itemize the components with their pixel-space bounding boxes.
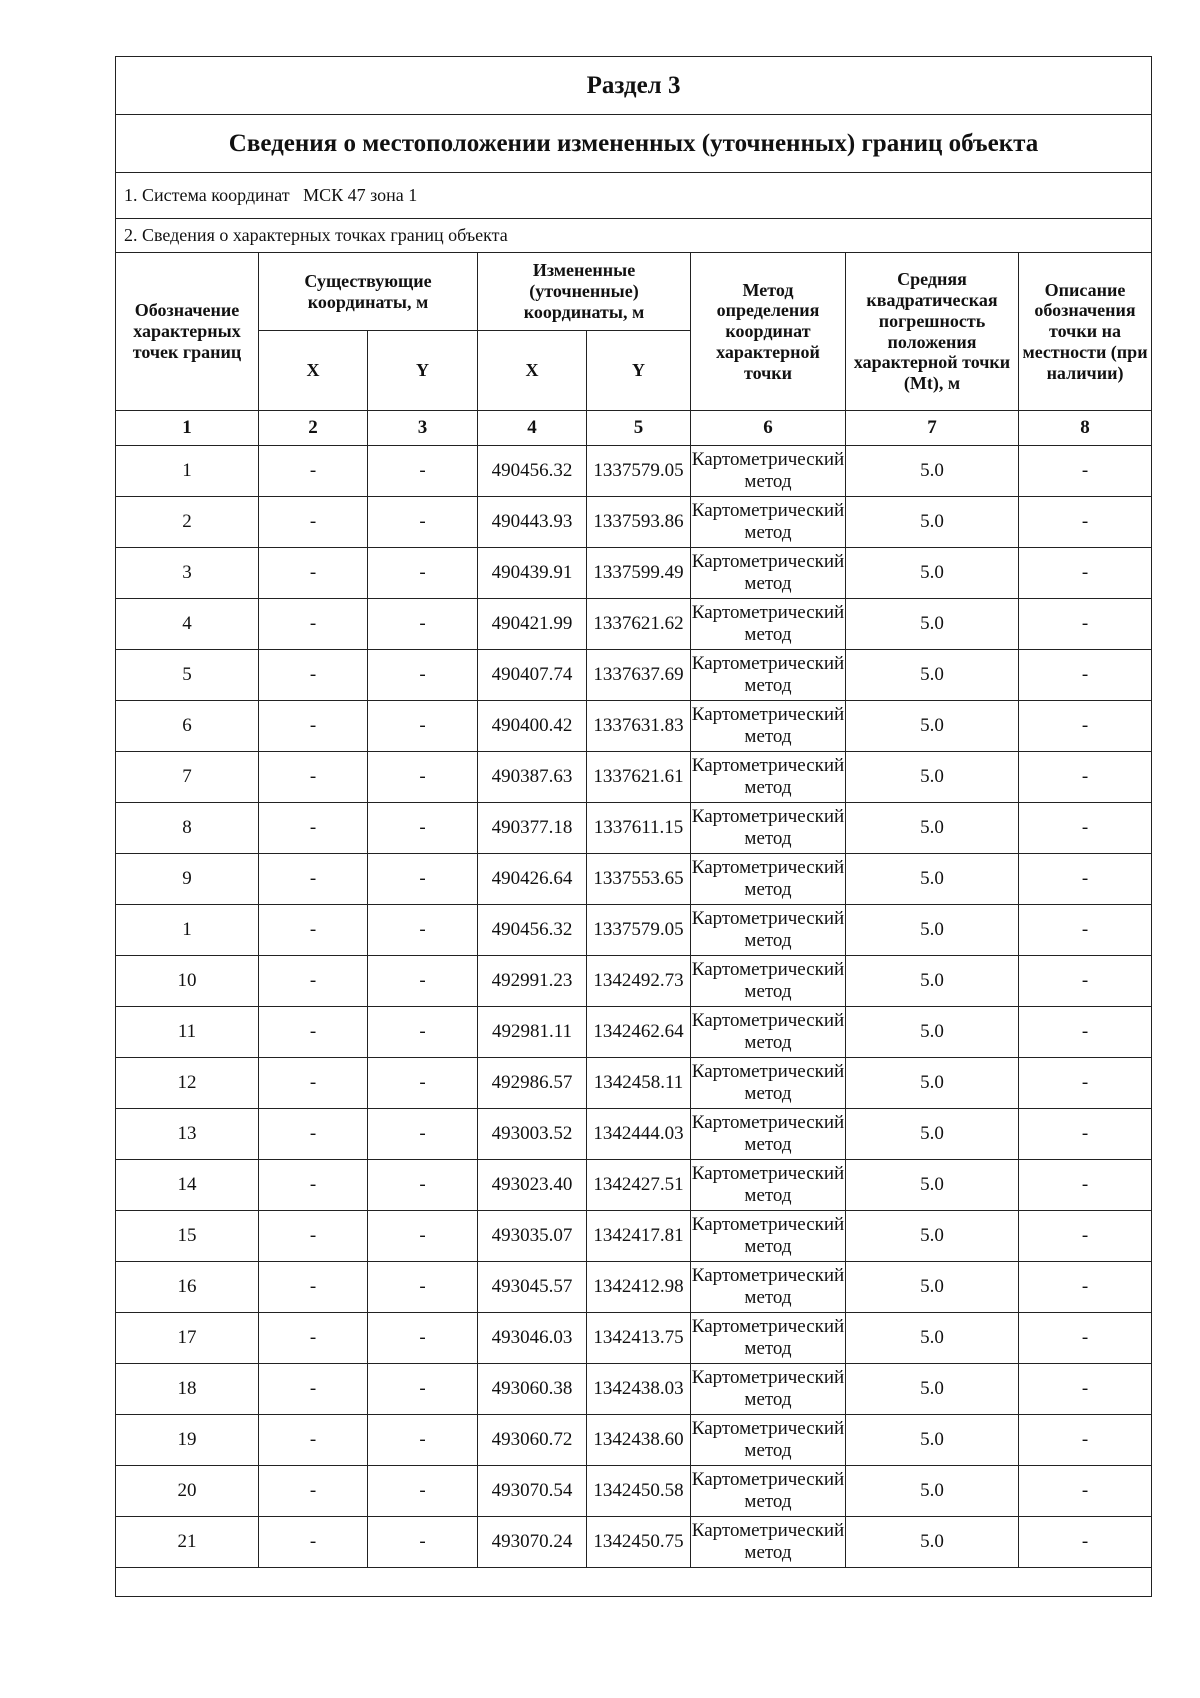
existing-y-cell: -: [368, 1466, 478, 1517]
table-row: [116, 446, 1152, 497]
point-cell: 21: [116, 1517, 259, 1568]
header-mean-error: Средняя квадратическая погрешность положения характерной точки (Mt), м: [846, 253, 1019, 411]
table-row: [116, 1364, 1152, 1415]
method-cell: Картометрический метод: [691, 599, 846, 650]
existing-x-cell: -: [259, 446, 368, 497]
existing-y-cell: -: [368, 1109, 478, 1160]
changed-y-cell: 1337621.62: [587, 599, 691, 650]
table-row: [116, 650, 1152, 701]
changed-y-cell: 1337579.05: [587, 905, 691, 956]
existing-y-cell: -: [368, 905, 478, 956]
existing-y-cell: -: [368, 446, 478, 497]
existing-x-cell: -: [259, 1007, 368, 1058]
changed-x-cell: 490400.42: [478, 701, 587, 752]
existing-x-cell: -: [259, 599, 368, 650]
changed-x-cell: 493023.40: [478, 1160, 587, 1211]
boundary-points-table: [115, 56, 1152, 1597]
description-cell: -: [1019, 446, 1152, 497]
changed-y-cell: 1337579.05: [587, 446, 691, 497]
table-footer-cell: [116, 1568, 1152, 1597]
mean-error-cell: 5.0: [846, 1109, 1019, 1160]
table-row: [116, 803, 1152, 854]
existing-x-cell: -: [259, 1109, 368, 1160]
changed-y-cell: 1342427.51: [587, 1160, 691, 1211]
changed-y-cell: 1337621.61: [587, 752, 691, 803]
method-cell: Картометрический метод: [691, 1262, 846, 1313]
description-cell: -: [1019, 548, 1152, 599]
mean-error-cell: 5.0: [846, 650, 1019, 701]
table-row: [116, 752, 1152, 803]
description-cell: -: [1019, 1160, 1152, 1211]
existing-x-cell: -: [259, 497, 368, 548]
changed-x-cell: 493060.38: [478, 1364, 587, 1415]
mean-error-cell: 5.0: [846, 1364, 1019, 1415]
existing-y-cell: -: [368, 497, 478, 548]
existing-x-cell: -: [259, 701, 368, 752]
method-cell: Картометрический метод: [691, 956, 846, 1007]
document-subtitle: Сведения о местоположении измененных (уточненных) границ объекта: [116, 115, 1152, 173]
table-row: [116, 1517, 1152, 1568]
mean-error-cell: 5.0: [846, 701, 1019, 752]
changed-x-cell: 493060.72: [478, 1415, 587, 1466]
changed-x-cell: 492991.23: [478, 956, 587, 1007]
header-point-designation: Обозначение характерных точек границ: [116, 253, 259, 411]
point-cell: 3: [116, 548, 259, 599]
method-cell: Картометрический метод: [691, 1517, 846, 1568]
mean-error-cell: 5.0: [846, 1262, 1019, 1313]
mean-error-cell: 5.0: [846, 1007, 1019, 1058]
existing-x-cell: -: [259, 905, 368, 956]
description-cell: -: [1019, 1466, 1152, 1517]
existing-y-cell: -: [368, 1211, 478, 1262]
point-cell: 20: [116, 1466, 259, 1517]
changed-x-cell: 493070.54: [478, 1466, 587, 1517]
changed-y-cell: 1342438.60: [587, 1415, 691, 1466]
method-cell: Картометрический метод: [691, 1466, 846, 1517]
existing-y-cell: -: [368, 1007, 478, 1058]
existing-y-cell: -: [368, 548, 478, 599]
existing-x-cell: -: [259, 956, 368, 1007]
changed-x-cell: 490439.91: [478, 548, 587, 599]
column-number: 8: [1019, 411, 1152, 446]
method-cell: Картометрический метод: [691, 1109, 846, 1160]
table-row: [116, 1313, 1152, 1364]
table-row: [116, 1160, 1152, 1211]
point-cell: 17: [116, 1313, 259, 1364]
method-cell: Картометрический метод: [691, 1211, 846, 1262]
point-cell: 14: [116, 1160, 259, 1211]
description-cell: -: [1019, 599, 1152, 650]
table-row: [116, 905, 1152, 956]
mean-error-cell: 5.0: [846, 854, 1019, 905]
existing-x-cell: -: [259, 1415, 368, 1466]
changed-y-cell: 1342417.81: [587, 1211, 691, 1262]
description-cell: -: [1019, 1211, 1152, 1262]
mean-error-cell: 5.0: [846, 599, 1019, 650]
changed-x-cell: 493003.52: [478, 1109, 587, 1160]
changed-y-cell: 1337611.15: [587, 803, 691, 854]
mean-error-cell: 5.0: [846, 752, 1019, 803]
changed-y-cell: 1342413.75: [587, 1313, 691, 1364]
changed-x-cell: 490387.63: [478, 752, 587, 803]
changed-x-cell: 490456.32: [478, 905, 587, 956]
changed-y-cell: 1337599.49: [587, 548, 691, 599]
changed-y-cell: 1342458.11: [587, 1058, 691, 1109]
existing-y-cell: -: [368, 956, 478, 1007]
coordinate-system-label: 1. Система координат: [124, 185, 290, 205]
changed-x-cell: 490377.18: [478, 803, 587, 854]
description-cell: -: [1019, 854, 1152, 905]
changed-y-cell: 1337631.83: [587, 701, 691, 752]
point-cell: 18: [116, 1364, 259, 1415]
point-cell: 1: [116, 905, 259, 956]
existing-y-cell: -: [368, 1364, 478, 1415]
method-cell: Картометрический метод: [691, 1313, 846, 1364]
existing-y-cell: -: [368, 599, 478, 650]
section-title: Раздел 3: [116, 57, 1152, 115]
points-heading: 2. Сведения о характерных точках границ объекта: [116, 219, 1152, 253]
existing-x-cell: -: [259, 854, 368, 905]
changed-y-cell: 1342492.73: [587, 956, 691, 1007]
existing-x-cell: -: [259, 1058, 368, 1109]
changed-x-cell: 490407.74: [478, 650, 587, 701]
table-row: [116, 497, 1152, 548]
changed-x-cell: 490421.99: [478, 599, 587, 650]
existing-x-cell: -: [259, 1262, 368, 1313]
column-number: 7: [846, 411, 1019, 446]
description-cell: -: [1019, 497, 1152, 548]
changed-x-cell: 490456.32: [478, 446, 587, 497]
existing-x-cell: -: [259, 1313, 368, 1364]
changed-x-cell: 490426.64: [478, 854, 587, 905]
mean-error-cell: 5.0: [846, 1313, 1019, 1364]
description-cell: -: [1019, 1517, 1152, 1568]
description-cell: -: [1019, 701, 1152, 752]
point-cell: 7: [116, 752, 259, 803]
changed-y-cell: 1337553.65: [587, 854, 691, 905]
changed-y-cell: 1337593.86: [587, 497, 691, 548]
method-cell: Картометрический метод: [691, 854, 846, 905]
column-number: 5: [587, 411, 691, 446]
table-row: [116, 1211, 1152, 1262]
mean-error-cell: 5.0: [846, 446, 1019, 497]
existing-x-cell: -: [259, 1466, 368, 1517]
point-cell: 10: [116, 956, 259, 1007]
point-cell: 9: [116, 854, 259, 905]
existing-y-cell: -: [368, 1262, 478, 1313]
mean-error-cell: 5.0: [846, 497, 1019, 548]
description-cell: -: [1019, 1109, 1152, 1160]
table-row: [116, 1007, 1152, 1058]
point-cell: 16: [116, 1262, 259, 1313]
point-cell: 12: [116, 1058, 259, 1109]
mean-error-cell: 5.0: [846, 548, 1019, 599]
existing-x-cell: -: [259, 1517, 368, 1568]
mean-error-cell: 5.0: [846, 956, 1019, 1007]
method-cell: Картометрический метод: [691, 1415, 846, 1466]
mean-error-cell: 5.0: [846, 1211, 1019, 1262]
point-cell: 5: [116, 650, 259, 701]
point-cell: 19: [116, 1415, 259, 1466]
method-cell: Картометрический метод: [691, 1160, 846, 1211]
description-cell: -: [1019, 1262, 1152, 1313]
changed-y-cell: 1342462.64: [587, 1007, 691, 1058]
point-cell: 15: [116, 1211, 259, 1262]
table-footer-row: [116, 1568, 1152, 1597]
document-sheet: [115, 56, 1151, 1597]
method-cell: Картометрический метод: [691, 701, 846, 752]
existing-y-cell: -: [368, 1517, 478, 1568]
method-cell: Картометрический метод: [691, 446, 846, 497]
existing-x-cell: -: [259, 548, 368, 599]
method-cell: Картометрический метод: [691, 497, 846, 548]
method-cell: Картометрический метод: [691, 752, 846, 803]
table-row: [116, 1058, 1152, 1109]
existing-x-cell: -: [259, 803, 368, 854]
method-cell: Картометрический метод: [691, 803, 846, 854]
changed-y-cell: 1337637.69: [587, 650, 691, 701]
method-cell: Картометрический метод: [691, 905, 846, 956]
header-existing-x: X: [259, 331, 368, 411]
description-cell: -: [1019, 1415, 1152, 1466]
changed-x-cell: 492981.11: [478, 1007, 587, 1058]
changed-y-cell: 1342450.75: [587, 1517, 691, 1568]
existing-x-cell: -: [259, 1364, 368, 1415]
changed-x-cell: 493070.24: [478, 1517, 587, 1568]
coordinate-system-value: МСК 47 зона 1: [303, 185, 418, 205]
method-cell: Картометрический метод: [691, 548, 846, 599]
point-cell: 4: [116, 599, 259, 650]
existing-x-cell: -: [259, 752, 368, 803]
description-cell: -: [1019, 1364, 1152, 1415]
table-row: [116, 599, 1152, 650]
method-cell: Картометрический метод: [691, 1007, 846, 1058]
existing-y-cell: -: [368, 854, 478, 905]
changed-y-cell: 1342412.98: [587, 1262, 691, 1313]
method-cell: Картометрический метод: [691, 1058, 846, 1109]
table-row: [116, 854, 1152, 905]
table-row: [116, 1109, 1152, 1160]
column-number: 1: [116, 411, 259, 446]
header-changed-y: Y: [587, 331, 691, 411]
changed-y-cell: 1342438.03: [587, 1364, 691, 1415]
header-existing-y: Y: [368, 331, 478, 411]
header-description: Описание обозначения точки на местности (при наличии): [1019, 253, 1152, 411]
point-cell: 13: [116, 1109, 259, 1160]
point-cell: 11: [116, 1007, 259, 1058]
existing-x-cell: -: [259, 1211, 368, 1262]
mean-error-cell: 5.0: [846, 905, 1019, 956]
description-cell: -: [1019, 1007, 1152, 1058]
mean-error-cell: 5.0: [846, 1517, 1019, 1568]
mean-error-cell: 5.0: [846, 1415, 1019, 1466]
mean-error-cell: 5.0: [846, 1058, 1019, 1109]
mean-error-cell: 5.0: [846, 1160, 1019, 1211]
header-method: Метод определения координат характерной точки: [691, 253, 846, 411]
description-cell: -: [1019, 752, 1152, 803]
description-cell: -: [1019, 956, 1152, 1007]
description-cell: -: [1019, 1313, 1152, 1364]
header-changed-coordinates: Измененные (уточненные) координаты, м: [478, 253, 691, 331]
point-cell: 1: [116, 446, 259, 497]
coordinate-system-row: [116, 173, 1152, 219]
description-cell: -: [1019, 803, 1152, 854]
existing-y-cell: -: [368, 701, 478, 752]
existing-x-cell: -: [259, 650, 368, 701]
point-cell: 8: [116, 803, 259, 854]
existing-y-cell: -: [368, 803, 478, 854]
changed-y-cell: 1342444.03: [587, 1109, 691, 1160]
column-number: 3: [368, 411, 478, 446]
mean-error-cell: 5.0: [846, 803, 1019, 854]
existing-y-cell: -: [368, 1160, 478, 1211]
existing-y-cell: -: [368, 752, 478, 803]
header-existing-coordinates: Существующие координаты, м: [259, 253, 478, 331]
table-row: [116, 1466, 1152, 1517]
description-cell: -: [1019, 650, 1152, 701]
mean-error-cell: 5.0: [846, 1466, 1019, 1517]
description-cell: -: [1019, 905, 1152, 956]
column-number: 2: [259, 411, 368, 446]
table-row: [116, 701, 1152, 752]
existing-y-cell: -: [368, 1313, 478, 1364]
table-row: [116, 956, 1152, 1007]
existing-y-cell: -: [368, 1058, 478, 1109]
description-cell: -: [1019, 1058, 1152, 1109]
column-number: 4: [478, 411, 587, 446]
changed-x-cell: 493045.57: [478, 1262, 587, 1313]
existing-y-cell: -: [368, 1415, 478, 1466]
changed-x-cell: 492986.57: [478, 1058, 587, 1109]
changed-y-cell: 1342450.58: [587, 1466, 691, 1517]
existing-y-cell: -: [368, 650, 478, 701]
existing-x-cell: -: [259, 1160, 368, 1211]
method-cell: Картометрический метод: [691, 650, 846, 701]
column-number: 6: [691, 411, 846, 446]
table-row: [116, 548, 1152, 599]
changed-x-cell: 490443.93: [478, 497, 587, 548]
header-changed-x: X: [478, 331, 587, 411]
table-row: [116, 1262, 1152, 1313]
changed-x-cell: 493035.07: [478, 1211, 587, 1262]
point-cell: 2: [116, 497, 259, 548]
point-cell: 6: [116, 701, 259, 752]
method-cell: Картометрический метод: [691, 1364, 846, 1415]
changed-x-cell: 493046.03: [478, 1313, 587, 1364]
table-row: [116, 1415, 1152, 1466]
